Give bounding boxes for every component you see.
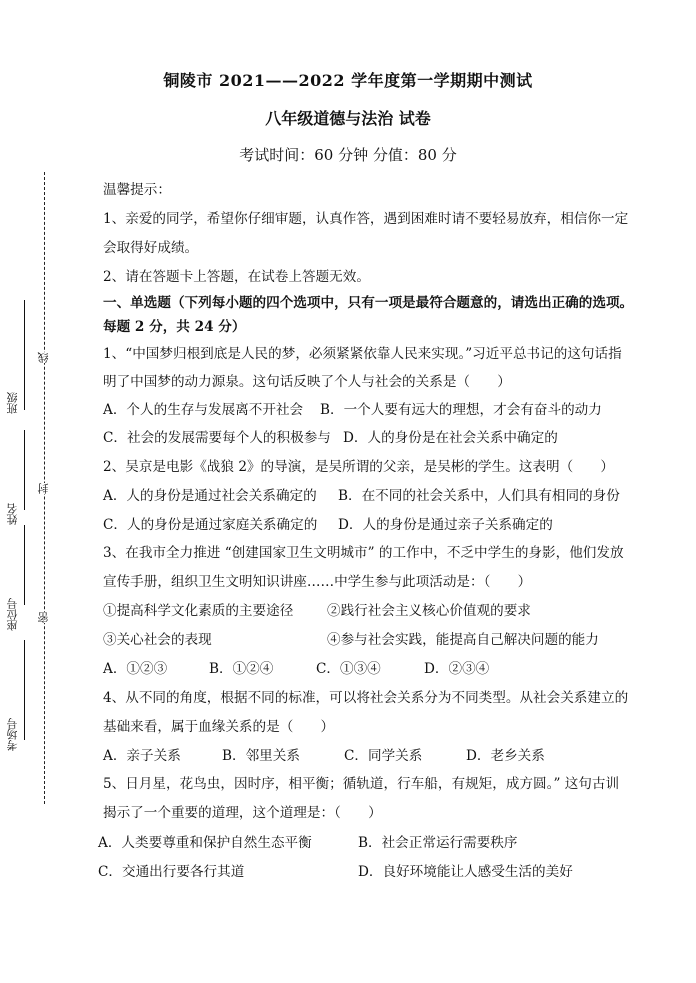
tip-line: 1、亲爱的同学，希望你仔细审题，认真作答，遇到困难时请不要轻易放弃，相信你一定 — [103, 211, 629, 227]
question-stem: 3、在我市全力推进 “创建国家卫生文明城市” 的工作中，不乏中学生的身影，他们发放 — [103, 545, 624, 561]
option-b: B．一个人要有远大的理想，才会有奋斗的动力 — [320, 402, 602, 418]
option-c: C．交通出行要各行其道 — [98, 864, 245, 880]
question-stem: 揭示了一个重要的道理，这个道理是：（ ） — [103, 805, 382, 821]
option-b: B．在不同的社会关系中，人们具有相同的身份 — [338, 488, 620, 504]
section-heading: 每题 2 分，共 24 分） — [103, 319, 246, 335]
option-d: D．②③④ — [424, 661, 490, 677]
option-b: B．邻里关系 — [222, 748, 300, 764]
tips-heading: 温馨提示： — [103, 182, 171, 198]
question-stem: 明了中国梦的动力源泉。这句话反映了个人与社会的关系是（ ） — [103, 374, 511, 390]
option-a: A．人类要尊重和保护自然生态平衡 — [98, 835, 312, 851]
option-d: D．人的身份是在社会关系中确定的 — [343, 430, 558, 446]
option-c: C．①③④ — [316, 661, 381, 677]
question-stem: 宣传手册，组织卫生文明知识讲座……中学生参与此项活动是：（ ） — [103, 574, 532, 590]
room-underline — [24, 640, 25, 740]
option-c: C．同学关系 — [344, 748, 423, 764]
section-heading: 一、单选题（下列每小题的四个选项中，只有一项是最符合题意的，请选出正确的选项。 — [103, 295, 634, 311]
exam-title: 铜陵市 2021——2022 学年度第一学期期中测试 — [163, 71, 533, 90]
room-label: 考场号 — [6, 718, 19, 751]
seat-label: 座位号 — [6, 598, 19, 631]
option-d: D．良好环境能让人感受生活的美好 — [358, 864, 573, 880]
option-d: D．人的身份是通过亲子关系确定的 — [338, 517, 553, 533]
statement-4: ④参与社会实践，能提高自己解决问题的能力 — [327, 632, 599, 648]
question-stem: 1、“中国梦归根到底是人民的梦，必须紧紧依靠人民来实现。”习近平总书记的这句话指 — [103, 346, 622, 362]
class-underline — [24, 300, 25, 410]
name-underline — [24, 430, 25, 510]
statement-1: ①提高科学文化素质的主要途径 — [103, 603, 294, 619]
option-a: A．亲子关系 — [103, 748, 181, 764]
seal-char-xian: 线 — [37, 352, 50, 363]
question-stem: 4、从不同的角度，根据不同的标准，可以将社会关系分为不同类型。从社会关系建立的 — [103, 690, 629, 706]
exam-info: 考试时间：60 分钟 分值：80 分 — [239, 146, 457, 164]
question-stem: 2、吴京是电影《战狼 2》的导演，是吴所谓的父亲，是吴彬的学生。这表明（ ） — [103, 459, 614, 475]
option-b: B．社会正常运行需要秩序 — [358, 835, 518, 851]
option-a: A．人的身份是通过社会关系确定的 — [103, 488, 317, 504]
option-a: A．①②③ — [103, 661, 168, 677]
option-a: A．个人的生存与发展离不开社会 — [103, 402, 304, 418]
question-stem: 基础来看，属于血缘关系的是（ ） — [103, 719, 335, 735]
statement-2: ②践行社会主义核心价值观的要求 — [327, 603, 531, 619]
name-label: 姓名 — [6, 503, 19, 525]
class-label: 班级 — [6, 392, 19, 414]
tip-line: 会取得好成绩。 — [103, 240, 199, 256]
option-b: B．①②④ — [209, 661, 274, 677]
seat-underline — [24, 525, 25, 605]
statement-3: ③关心社会的表现 — [103, 632, 212, 648]
exam-subtitle: 八年级道德与法治 试卷 — [265, 109, 431, 128]
seal-char-mi: 密 — [37, 612, 50, 623]
tip-line: 2、请在答题卡上答题，在试卷上答题无效。 — [103, 269, 370, 285]
seal-char-feng: 封 — [37, 483, 50, 494]
option-d: D．老乡关系 — [466, 748, 545, 764]
question-stem: 5、日月星，花鸟虫，因时序，相平衡；循轨道，行车船，有规矩，成方圆。” 这句古训 — [103, 776, 620, 792]
option-c: C．社会的发展需要每个人的积极参与 — [103, 430, 331, 446]
option-c: C．人的身份是通过家庭关系确定的 — [103, 517, 318, 533]
